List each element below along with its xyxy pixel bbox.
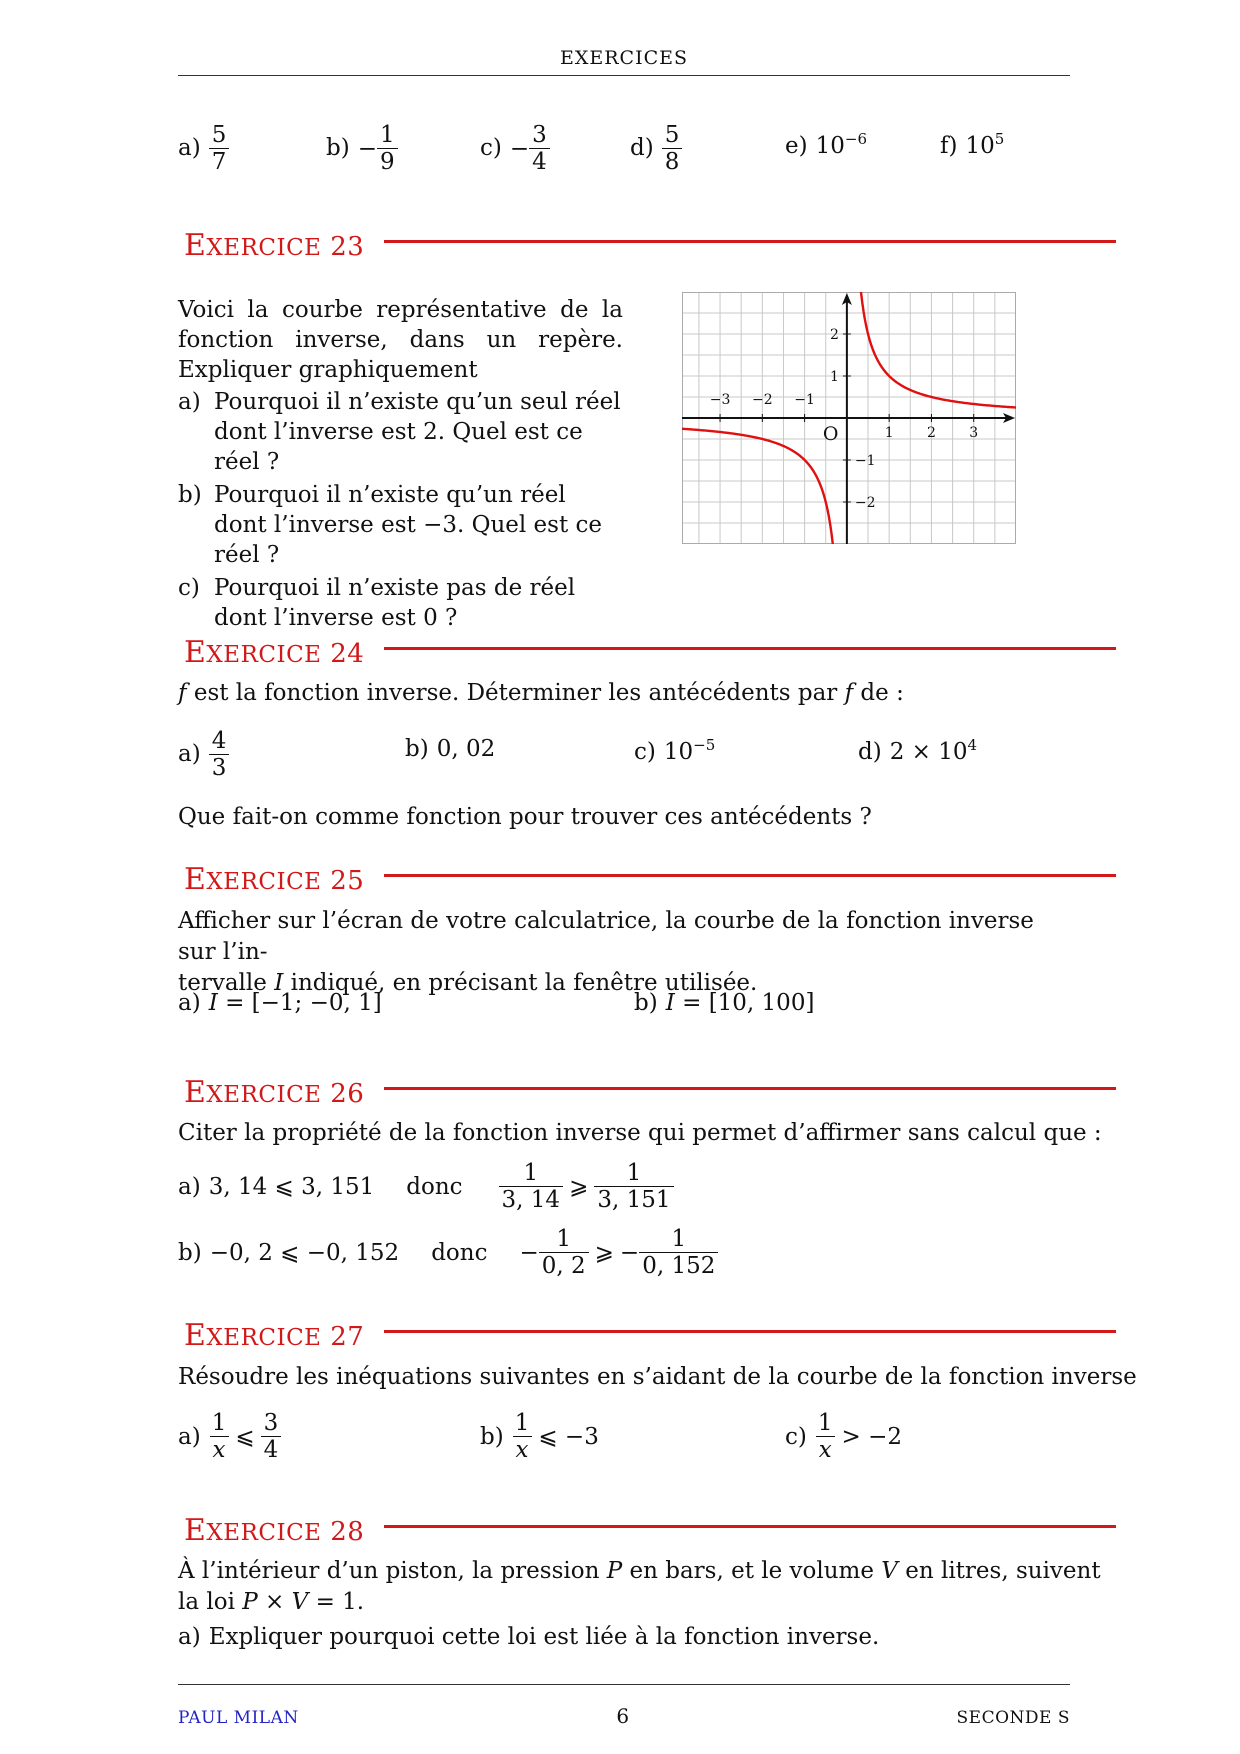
text-fragment: À l’intérieur d’un piston, la pression xyxy=(178,1558,607,1584)
title-initial: E xyxy=(184,635,207,670)
text-fragment: tervalle xyxy=(178,970,275,996)
exercise-24-rule xyxy=(384,647,1116,650)
question-text: Pourquoi il n’existe qu’un réel dont l’inverse est −3. Quel est ce réel ? xyxy=(214,482,603,568)
power-base: 10 xyxy=(965,133,995,159)
fraction-denominator: 3, 151 xyxy=(594,1186,673,1213)
variable-p: P xyxy=(242,1589,258,1615)
fraction xyxy=(499,1160,564,1214)
title-initial: E xyxy=(184,228,207,263)
fraction xyxy=(815,1410,836,1464)
item-label: a) xyxy=(178,1173,201,1200)
question-text: Pourquoi il n’existe pas de réel dont l’inverse est 0 ? xyxy=(214,575,576,631)
fraction-numerator: 3 xyxy=(263,1410,279,1436)
ex27-item-b xyxy=(480,1410,599,1464)
item-label: c) xyxy=(634,739,656,765)
exercise-26-intro: Citer la propriété de la fonction inverse qui permet d’affirmer sans calcul que : xyxy=(178,1120,1102,1146)
fraction-numerator: 1 xyxy=(671,1226,687,1252)
item-label: b) xyxy=(480,1423,504,1450)
operator: × xyxy=(257,1589,292,1615)
minus-sign: − xyxy=(519,1239,539,1266)
exercise-25-text xyxy=(178,906,1070,999)
donc-word: donc xyxy=(431,1239,488,1266)
fraction xyxy=(639,1226,718,1280)
power-exponent: 4 xyxy=(967,736,978,754)
item-label: a) xyxy=(178,740,201,767)
y-tick-label: 1 xyxy=(829,369,839,385)
power-exponent: −5 xyxy=(693,736,716,754)
exercise-23-intro: Voici la courbe représentative de la fonction inverse, dans un repère. Expliquer graphiquement xyxy=(178,297,623,383)
footer-page-number: 6 xyxy=(616,1704,630,1728)
item-label: d) xyxy=(630,134,654,161)
fraction-numerator: 3 xyxy=(532,122,547,148)
ex27-item-c xyxy=(785,1410,902,1464)
inverse-function-graph xyxy=(682,292,1016,544)
x-tick-label: −3 xyxy=(709,392,731,408)
fraction-numerator: 1 xyxy=(817,1410,833,1436)
top-item-e xyxy=(785,130,867,159)
power-exponent: −6 xyxy=(844,130,867,148)
interval-value: = [−1; −0, 1] xyxy=(217,990,382,1016)
text-fragment: indiqué, en précisant la fenêtre utilisée. xyxy=(283,970,758,996)
text-fragment: = 1. xyxy=(308,1589,365,1615)
ex26-item-b xyxy=(178,1226,718,1280)
title-rest: XERCICE xyxy=(206,1520,322,1546)
ex27-item-a xyxy=(178,1410,281,1464)
curve-positive-branch xyxy=(861,292,1016,408)
graph-axes xyxy=(682,293,1015,544)
fraction-denominator: 7 xyxy=(209,148,230,175)
exercise-number: 28 xyxy=(330,1517,365,1547)
fraction xyxy=(209,728,230,782)
inequality: −0, 2 ⩽ −0, 152 xyxy=(209,1239,400,1266)
y-tick-label: −1 xyxy=(854,453,876,469)
donc-word: donc xyxy=(406,1173,463,1200)
curve-negative-branch xyxy=(682,429,833,544)
item-label: e) xyxy=(785,133,808,159)
title-initial: E xyxy=(184,1318,207,1353)
question-c xyxy=(178,573,623,633)
fraction-numerator: 5 xyxy=(664,122,680,148)
text-fragment: en litres, suivent xyxy=(897,1558,1101,1584)
fraction xyxy=(529,122,550,176)
top-item-c xyxy=(480,122,550,176)
x-tick-label: 2 xyxy=(926,425,936,441)
fraction-denominator: x xyxy=(210,1436,229,1463)
fraction-denominator: 0, 2 xyxy=(539,1252,589,1279)
fraction-denominator: 4 xyxy=(529,148,550,175)
variable-v: V xyxy=(291,1589,309,1615)
fraction-numerator: 4 xyxy=(211,728,227,754)
question-label: b) xyxy=(178,482,202,508)
item-label: b) xyxy=(178,1239,202,1266)
top-item-b xyxy=(326,122,398,176)
intro-text-end: de : xyxy=(853,680,904,706)
exercise-27-title xyxy=(184,1318,364,1353)
exercise-26-rule xyxy=(384,1087,1116,1090)
x-tick-label: −1 xyxy=(794,392,815,408)
y-tick-label: 2 xyxy=(829,327,839,343)
interval-value: = [10, 100] xyxy=(674,990,815,1016)
y-tick-label: −2 xyxy=(854,495,876,511)
ex25-item-b xyxy=(634,990,814,1016)
minus-sign: − xyxy=(619,1239,640,1266)
exercise-24-question: Que fait-on comme fonction pour trouver ces antécédents ? xyxy=(178,804,872,830)
inequality-rest: > −2 xyxy=(841,1423,902,1450)
operator: ⩾ xyxy=(569,1173,589,1200)
minus-sign: − xyxy=(509,135,530,162)
item-label: f) xyxy=(940,133,958,159)
text-fragment: la loi xyxy=(178,1589,243,1615)
operator: ⩾ xyxy=(594,1239,614,1266)
title-rest: XERCICE xyxy=(206,235,322,261)
fraction-numerator: 1 xyxy=(379,122,395,148)
question-label: c) xyxy=(178,575,200,601)
fraction xyxy=(209,122,230,176)
exercise-number: 24 xyxy=(330,639,365,669)
fraction-denominator: x xyxy=(513,1436,532,1463)
fraction-denominator: 4 xyxy=(261,1436,282,1463)
top-item-f xyxy=(940,130,1004,159)
x-tick-label: 3 xyxy=(969,425,979,441)
title-rest: XERCICE xyxy=(206,1082,322,1108)
top-item-d xyxy=(630,122,682,176)
fraction-numerator: 1 xyxy=(211,1410,227,1436)
fraction-numerator: 1 xyxy=(514,1410,530,1436)
exercise-number: 26 xyxy=(330,1079,365,1109)
exercise-24-intro xyxy=(178,678,904,709)
ex25-item-a xyxy=(178,990,382,1016)
item-value: 2 × 10 xyxy=(889,739,968,765)
running-header: EXERCICES xyxy=(559,47,689,69)
fraction xyxy=(539,1226,589,1280)
fraction-denominator: 3, 14 xyxy=(499,1186,564,1213)
exercise-24-title xyxy=(184,635,364,670)
fraction xyxy=(261,1410,282,1464)
fraction-denominator: 8 xyxy=(662,148,683,175)
title-initial: E xyxy=(184,862,207,897)
fraction-numerator: 1 xyxy=(556,1226,571,1252)
x-tick-label: 1 xyxy=(884,425,894,441)
fraction-denominator: 9 xyxy=(377,148,398,175)
question-b xyxy=(178,480,623,570)
header-rule xyxy=(178,75,1070,76)
item-label: b) xyxy=(326,134,350,161)
fraction-numerator: 1 xyxy=(523,1160,539,1186)
item-label: b) xyxy=(405,736,429,762)
x-tick-label: −2 xyxy=(752,392,773,408)
exercise-25-rule xyxy=(384,874,1116,877)
exercise-28-title xyxy=(184,1513,364,1548)
intro-text: est la fonction inverse. Déterminer les antécédents par xyxy=(186,680,845,706)
exercise-27-intro: Résoudre les inéquations suivantes en s’aidant de la courbe de la fonction inverse xyxy=(178,1364,1137,1390)
item-label: c) xyxy=(480,134,502,161)
fraction xyxy=(594,1160,673,1214)
text-fragment: en bars, et le volume xyxy=(622,1558,882,1584)
exercise-27-rule xyxy=(384,1330,1116,1333)
interval-symbol: I xyxy=(665,990,675,1016)
exercise-25-title xyxy=(184,862,364,897)
fraction-numerator: 5 xyxy=(211,122,227,148)
item-label: c) xyxy=(785,1423,807,1450)
fraction xyxy=(662,122,683,176)
title-rest: XERCICE xyxy=(206,642,322,668)
question-label: a) xyxy=(178,389,201,415)
item-label: a) xyxy=(178,134,201,161)
inequality: 3, 14 ⩽ 3, 151 xyxy=(208,1173,375,1200)
exercise-28-rule xyxy=(384,1525,1116,1528)
function-symbol: f xyxy=(178,680,187,706)
exercise-23-title xyxy=(184,228,364,263)
fraction xyxy=(377,122,398,176)
item-label: a) xyxy=(178,990,201,1016)
item-value: 0, 02 xyxy=(436,736,496,762)
question-a xyxy=(178,387,623,477)
origin-label: O xyxy=(822,423,839,445)
question-text: Expliquer pourquoi cette loi est liée à la fonction inverse. xyxy=(208,1624,880,1650)
text-line-1: Afficher sur l’écran de votre calculatrice, la courbe de la fonction inverse sur l’in- xyxy=(178,908,1034,965)
top-item-a xyxy=(178,122,229,176)
fraction xyxy=(512,1410,533,1464)
item-label: d) xyxy=(858,739,882,765)
operator: ⩽ xyxy=(235,1423,255,1450)
ex24-item-d xyxy=(858,736,977,765)
exercise-28-text xyxy=(178,1556,1101,1653)
variable-v: V xyxy=(881,1558,898,1584)
interval-symbol: I xyxy=(208,990,218,1016)
power-exponent: 5 xyxy=(994,130,1005,148)
question-a xyxy=(178,1622,1101,1653)
ex24-item-c xyxy=(634,736,715,765)
text-line-1 xyxy=(178,1556,1101,1587)
minus-sign: − xyxy=(357,135,377,162)
fraction-numerator: 1 xyxy=(626,1160,642,1186)
fraction-denominator: 3 xyxy=(209,754,230,781)
interval-symbol: I xyxy=(274,970,284,996)
ex24-item-a xyxy=(178,728,229,782)
exercise-23-rule xyxy=(384,240,1116,243)
exercise-23-text xyxy=(178,295,623,633)
question-label: a) xyxy=(178,1624,201,1650)
title-initial: E xyxy=(184,1513,207,1548)
item-label: a) xyxy=(178,1423,201,1450)
title-rest: XERCICE xyxy=(206,869,322,895)
power-base: 10 xyxy=(815,133,845,159)
title-initial: E xyxy=(184,1075,207,1110)
footer-rule xyxy=(178,1684,1070,1685)
ex26-item-a xyxy=(178,1160,674,1214)
fraction-denominator: 0, 152 xyxy=(639,1252,718,1279)
ex24-item-b xyxy=(405,736,495,762)
power-base: 10 xyxy=(663,739,694,765)
function-symbol: f xyxy=(844,680,854,706)
exercise-number: 27 xyxy=(330,1322,365,1352)
title-rest: XERCICE xyxy=(206,1325,322,1351)
exercise-number: 25 xyxy=(330,866,365,896)
variable-p: P xyxy=(606,1558,623,1584)
item-label: b) xyxy=(634,990,658,1016)
question-text: Pourquoi il n’existe qu’un seul réel dont l’inverse est 2. Quel est ce réel ? xyxy=(214,389,621,475)
inequality-rest: ⩽ −3 xyxy=(538,1423,599,1450)
fraction-denominator: x xyxy=(816,1436,835,1463)
fraction xyxy=(209,1410,230,1464)
exercise-26-title xyxy=(184,1075,364,1110)
footer-author: PAUL MILAN xyxy=(178,1708,299,1728)
footer-class: SECONDE S xyxy=(956,1708,1070,1728)
text-line-2 xyxy=(178,1587,1101,1618)
exercise-number: 23 xyxy=(330,232,365,262)
